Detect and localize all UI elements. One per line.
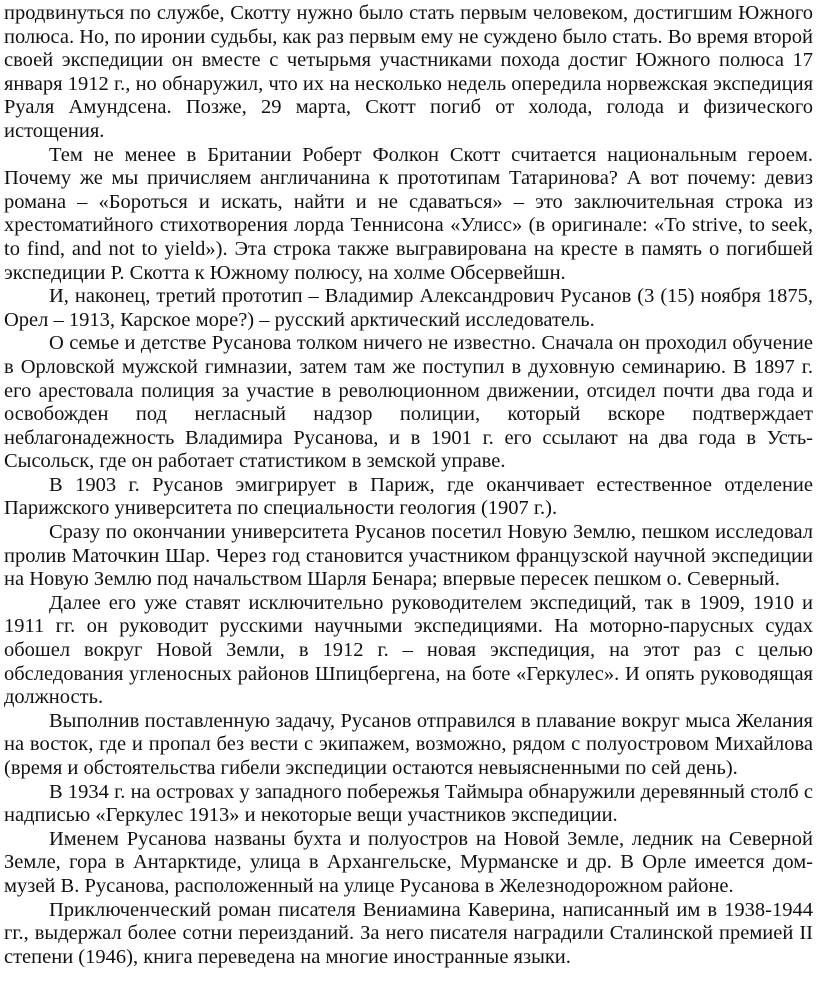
paragraph-rusanov-intro: И, наконец, третий прототип – Владимир Александрович Русанов (3 (15) ноября 1875, Орел – 1913, Карское море?) – русский арктический исследователь. bbox=[4, 285, 813, 331]
paragraph-rusanov-novaya-zemlya: Сразу по окончании университета Русанов посетил Новую Землю, пешком исследовал пролив Маточкин Шар. Через год становится участником французской научной экспедиции на Новую Землю под начальством Шарля Бенара; впервые пересек пешком о. Северный. bbox=[4, 521, 813, 591]
paragraph-rusanov-paris: В 1903 г. Русанов эмигрирует в Париж, где оканчивает естественное отделение Парижского университета по специальности геология (1907 г.). bbox=[4, 473, 813, 520]
paragraph-hercules-1913: В 1934 г. на островах у западного побережья Таймыра обнаружили деревянный столб с надписью «Геркулес 1913» и некоторые вещи участников экспедиции. bbox=[4, 780, 813, 827]
paragraph-rusanov-expeditions: Далее его уже ставят исключительно руководителем экспедиций, так в 1909, 1910 и 1911 гг. он руководит русскими научными экспедициями. На моторно-парусных судах обошел вокруг Новой Земли, в 1912 г. – новая экспедиция, на этот раз с целью обследования угленосных районов Шпицбергена, на боте «Геркулес». И опять руководящая должность. bbox=[4, 591, 813, 709]
paragraph-scott-hero: Тем не менее в Британии Роберт Фолкон Скотт считается национальным героем. Почему же мы причисляем англичанина к прототипам Татаринова? А вот почему: девиз романа – «Бороться и искать, найти и не сдаваться» – это заключительная строка из хрестоматийного стихотворения лорда Теннисона «Улисс» (в оригинале: «To strive, to seek, to find, and not to yield»). Эта строка также выгравирована на кресте в память о погибшей экспедиции Р. Скотта к Южному полюсу, на холме Обсервейшн. bbox=[4, 143, 813, 284]
paragraph-rusanov-disappearance: Выполнив поставленную задачу, Русанов отправился в плавание вокруг мыса Желания на восток, где и пропал без вести с экипажем, возможно, рядом с полуостровом Михайлова (время и обстоятельства гибели экспедиции остаются невыясненными по сей день). bbox=[4, 709, 813, 779]
paragraph-rusanov-youth: О семье и детстве Русанова толком ничего не известно. Сначала он проходил обучение в Орловской мужской гимназии, затем там же поступил в духовную семинарию. В 1897 г. его арестовала полиция за участие в революционном движении, отсидел почти два года и освобожден под негласный надзор полиции, который вскоре подтверждает неблагонадежность Владимира Русанова, и в 1901 г. его ссылают на два года в Усть-Сысольск, где он работает статистиком в земской управе. bbox=[4, 332, 813, 473]
paragraph-kaverin-novel: Приключенческий роман писателя Вениамина Каверина, написанный им в 1938-1944 гг., выдержал более сотни переизданий. За него писателя наградили Сталинской премией II степени (1946), книга переведена на многие иностранные языки. bbox=[4, 898, 813, 968]
paragraph-rusanov-memory: Именем Русанова названы бухта и полуостров на Новой Земле, ледник на Северной Земле, гора в Антарктиде, улица в Архангельске, Мурманске и др. В Орле имеется дом-музей В. Русанова, расположенный на улице Русанова в Железнодорожном районе. bbox=[4, 827, 813, 897]
paragraph-scott-pole: продвинуться по службе, Скотту нужно было стать первым человеком, достигшим Южного полюса. Но, по иронии судьбы, как раз первым ему не суждено было стать. Во время второй своей экспедиции он вместе с четырьмя участниками похода достиг Южного полюса 17 января 1912 г., но обнаружил, что их на несколько недель опередила норвежская экспедиция Руаля Амундсена. Позже, 29 марта, Скотт погиб от холода, голода и физического истощения. bbox=[4, 2, 813, 142]
